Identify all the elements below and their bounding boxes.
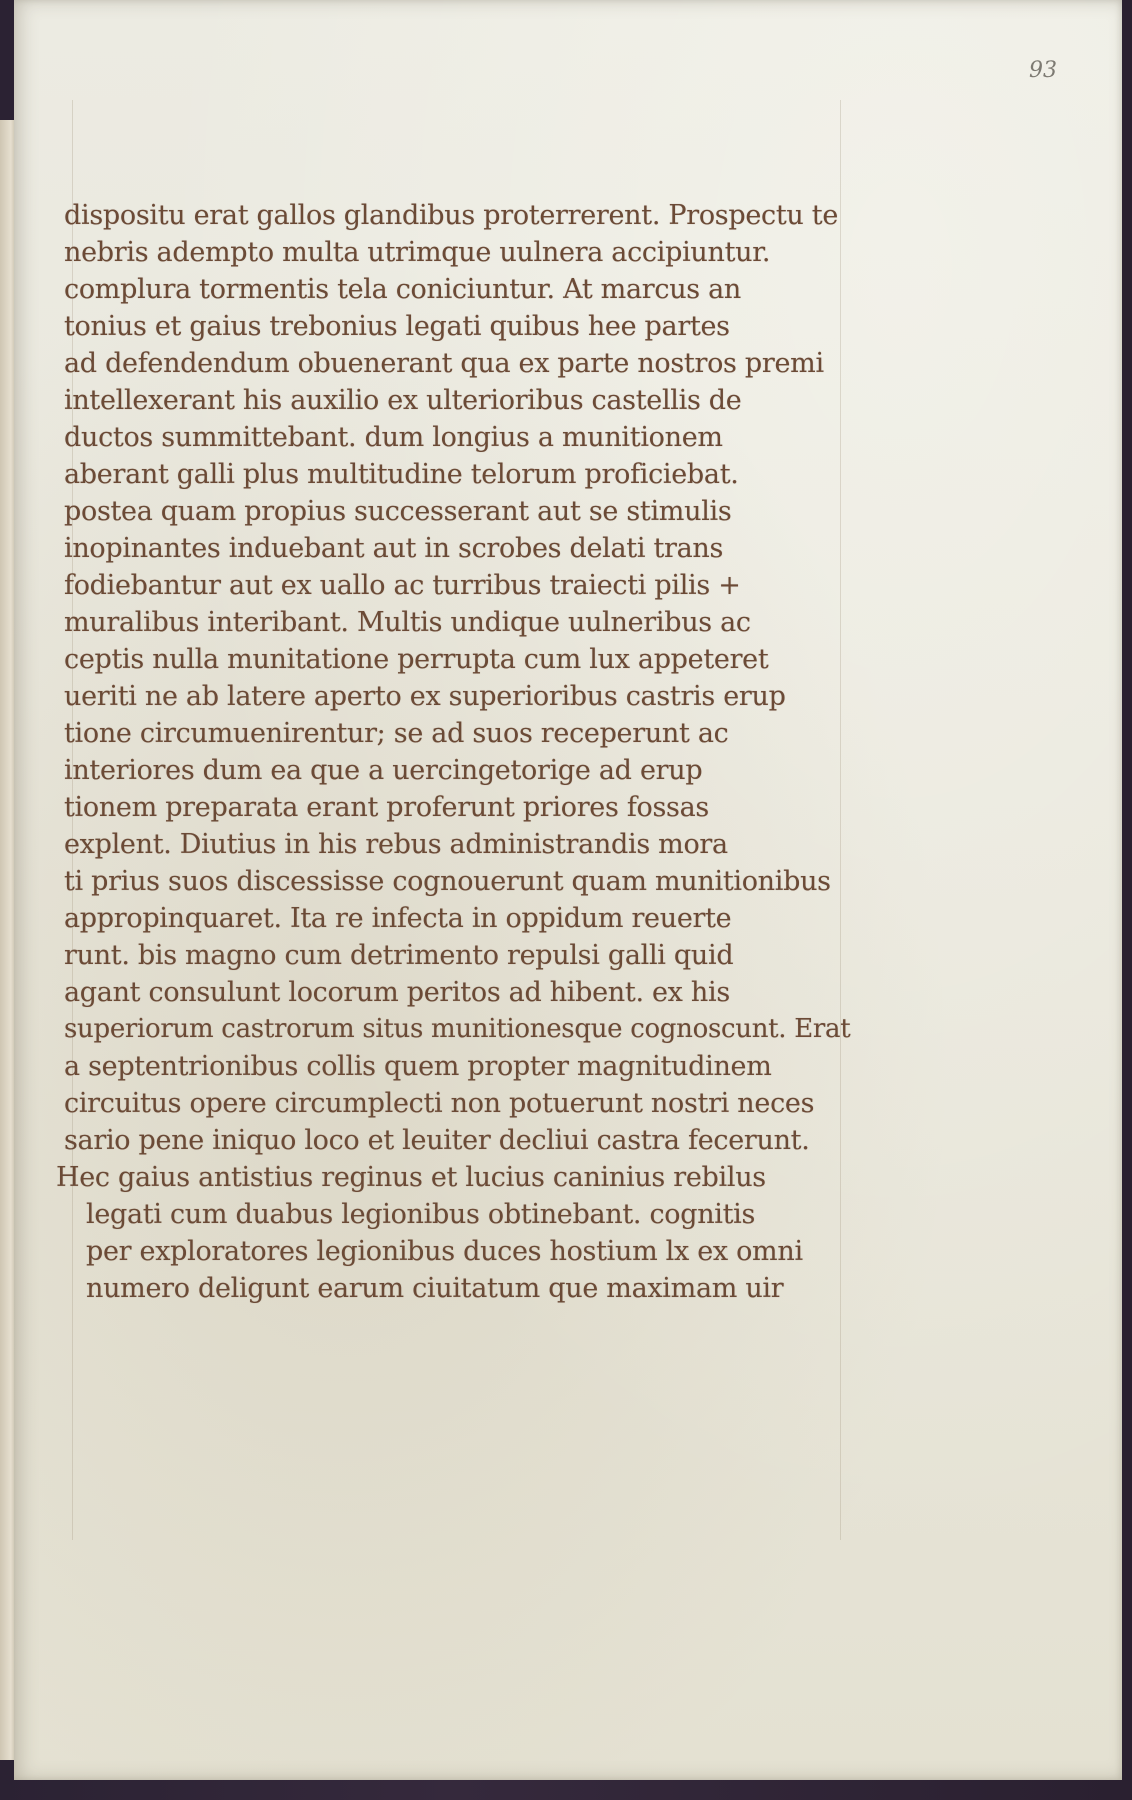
text-line-initial: Hec gaius antistius reginus et lucius caninius rebilus [56, 1162, 766, 1193]
text-line: aberant galli plus multitudine telorum proficiebat. [64, 459, 739, 490]
text-line: inopinantes induebant aut in scrobes delati trans [64, 533, 724, 564]
text-line: tonius et gaius trebonius legati quibus hee partes [64, 311, 730, 342]
text-line: dispositu erat gallos glandibus proterrerent. Prospectu te [64, 200, 838, 231]
text-line: postea quam propius successerant aut se stimulis [64, 496, 732, 527]
text-line: ti prius suos discessisse cognouerunt quam munitionibus [64, 866, 831, 897]
text-line: tionem preparata erant proferunt priores fossas [64, 792, 709, 823]
text-line: per exploratores legionibus duces hostium lx ex omni [86, 1236, 803, 1267]
manuscript-page [14, 0, 1122, 1780]
text-line: numero deligunt earum ciuitatum que maximam uir [86, 1273, 784, 1304]
text-line: sario pene iniquo loco et leuiter decliui castra fecerunt. [64, 1125, 810, 1156]
text-line: appropinquaret. Ita re infecta in oppidum reuerte [64, 903, 732, 934]
text-line: explent. Diutius in his rebus administrandis mora [64, 829, 728, 860]
text-line: interiores dum ea que a uercingetorige ad erup [64, 755, 703, 786]
text-line: nebris adempto multa utrimque uulnera accipiuntur. [64, 237, 771, 268]
text-line: fodiebantur aut ex uallo ac turribus traiecti pilis + [64, 570, 741, 601]
text-line: agant consulunt locorum peritos ad hibent. ex his [64, 977, 730, 1008]
text-line: complura tormentis tela coniciuntur. At marcus an [64, 274, 742, 305]
text-line: muralibus interibant. Multis undique uulneribus ac [64, 607, 751, 638]
text-line: runt. bis magno cum detrimento repulsi galli quid [64, 940, 734, 971]
text-line: circuitus opere circumplecti non potuerunt nostri neces [64, 1088, 815, 1119]
text-line: ductos summittebant. dum longius a munitionem [64, 422, 723, 453]
text-line: ueriti ne ab latere aperto ex superioribus castris erup [64, 681, 786, 712]
text-line: tione circumuenirentur; se ad suos receperunt ac [64, 718, 729, 749]
text-line: legati cum duabus legionibus obtinebant. cognitis [86, 1199, 756, 1230]
right-ruling-line [840, 100, 841, 1540]
folio-number: 93 [1029, 58, 1057, 83]
text-line: intellexerant his auxilio ex ulterioribus castellis de [64, 385, 742, 416]
text-line: a septentrionibus collis quem propter magnitudinem [64, 1051, 772, 1082]
text-line: ceptis nulla munitatione perrupta cum lux appeteret [64, 644, 769, 675]
text-line: ad defendendum obuenerant qua ex parte nostros premi [64, 348, 824, 379]
text-line: superiorum castrorum situs munitionesque cognoscunt. Erat [64, 1014, 851, 1044]
